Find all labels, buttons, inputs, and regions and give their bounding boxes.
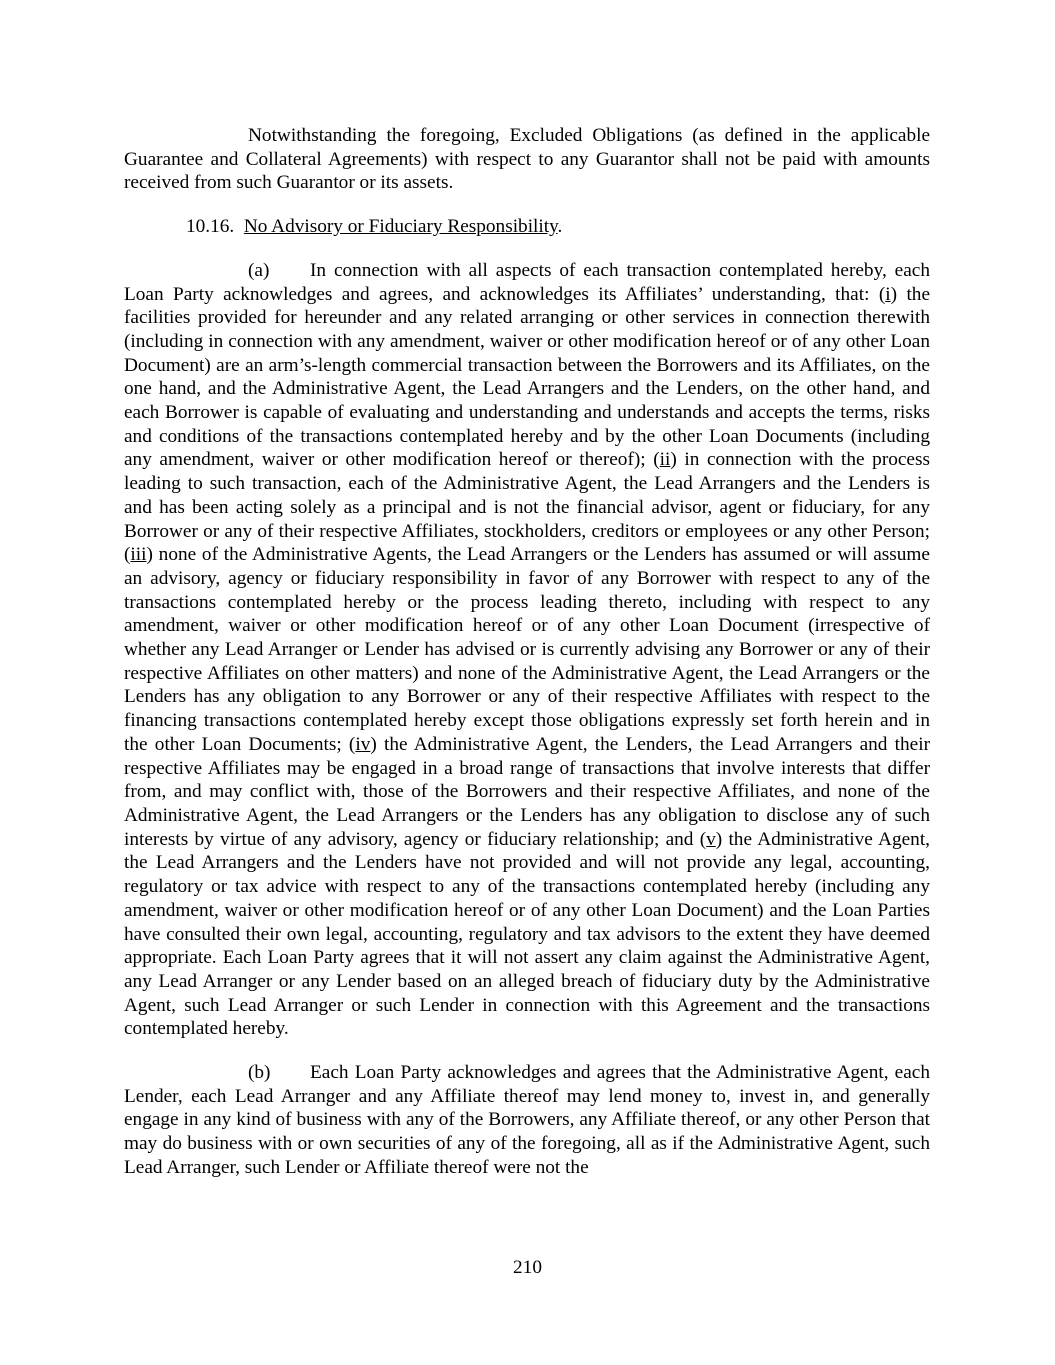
roman-numeral-ii: ii <box>659 449 671 471</box>
roman-numeral-iv: iv <box>355 733 371 755</box>
clause-a-lead: In connection with all aspects of each transaction contemplated hereby, each Loan Party acknowledges and agrees, and acknowledges its Affiliates’ understanding, that: ( <box>124 259 930 305</box>
roman-numeral-i: i <box>885 283 891 305</box>
section-title: No Advisory or Fiduciary Responsibility <box>243 216 558 238</box>
clause-a-label: (a) <box>248 259 270 281</box>
clause-b <box>124 1061 930 1180</box>
clause-a-text-4: ) the Administrative Agent, the Lenders, the Lead Arrangers and their respective Affiliates may be engaged in a broad range of transactions that involve interests that differ from, and may conflict with, those of the Borrowers and their respective Affiliates, and none of the Administrative Agent, the Lead Arrangers or the Lenders has any obligation to disclose any of such interests by virtue of any advisory, agency or fiduciary relationship; and ( <box>124 733 930 850</box>
clause-a-text-1: ) the facilities provided for hereunder and any related arranging or other services in connection therewith (including in connection with any amendment, waiver or other modification hereof or of any other Loan Document) are an arm’s-length commercial transaction between the Borrowers and its Affiliates, on the one hand, and the Administrative Agent, the Lead Arrangers and the Lenders, on the other hand, and each Borrower is capable of evaluating and understanding and understands and accepts the terms, risks and conditions of the transactions contemplated hereby and by the other Loan Documents (including any amendment, waiver or other modification hereof or thereof); ( <box>124 283 931 471</box>
clause-a-text-5: ) the Administrative Agent, the Lead Arrangers and the Lenders have not provided and will not provide any legal, accounting, regulatory or tax advice with respect to any of the transactions contemplated hereby (including any amendment, waiver or other modification hereof or of any other Loan Document) and the Loan Parties have consulted their own legal, accounting, regulatory and tax advisors to the extent they have deemed appropriate. Each Loan Party agrees that it will not assert any claim against the Administrative Agent, any Lead Arranger or any Lender based on an alleged breach of fiduciary duty by the Administrative Agent, such Lead Arranger or such Lender in connection with this Agreement and the transactions contemplated hereby. <box>124 828 930 1040</box>
paragraph-excluded-obligations <box>124 124 930 195</box>
paragraph-text: Notwithstanding the foregoing, Excluded Obligations (as defined in the applicable Guarantee and Collateral Agreements) with respect to any Guarantor shall not be paid with amounts received from such Guarantor or its assets. <box>124 125 930 194</box>
section-title-suffix: . <box>557 216 563 238</box>
clause-a <box>124 259 930 1041</box>
clause-a-text-3: ) none of the Administrative Agents, the Lead Arrangers or the Lenders has assumed or will assume an advisory, agency or fiduciary responsibility in favor of any Borrower with respect to any of the transactions contemplated hereby or the process leading thereto, including with respect to any amendment, waiver or other modification hereof or of any other Loan Document (irrespective of whether any Lead Arranger or Lender has advised or is currently advising any Borrower or any of their respective Affiliates on other matters) and none of the Administrative Agent, the Lead Arrangers or the Lenders has any obligation to any Borrower or any of their respective Affiliates with respect to the financing transactions contemplated hereby except those obligations expressly set forth herein and in the other Loan Documents; ( <box>124 544 930 755</box>
clause-a-text-2: ) in connection with the process leading to such transaction, each of the Administrative Agent, the Lead Arrangers and the Lenders is and has been acting solely as a principal and is not the financial advisor, agent or fiduciary, for any Borrower or any of their respective Affiliates, stockholders, creditors or employees or any other Person; ( <box>124 449 930 566</box>
section-number: 10.16. <box>186 216 235 238</box>
clause-b-text: Each Loan Party acknowledges and agrees that the Administrative Agent, each Lender, each Lead Arranger and any Affiliate thereof may lend money to, invest in, and generally engage in any kind of business with any of the Borrowers, any Affiliate thereof, or any other Person that may do business with or own securities of any of the foregoing, all as if the Administrative Agent, such Lead Arranger, such Lender or Affiliate thereof were not the <box>124 1062 930 1178</box>
section-heading <box>186 215 930 239</box>
clause-b-label: (b) <box>248 1062 271 1084</box>
roman-numeral-iii: iii <box>130 544 147 566</box>
roman-numeral-v: v <box>706 828 716 850</box>
document-page <box>124 124 930 1200</box>
page-number: 210 <box>513 1257 542 1278</box>
